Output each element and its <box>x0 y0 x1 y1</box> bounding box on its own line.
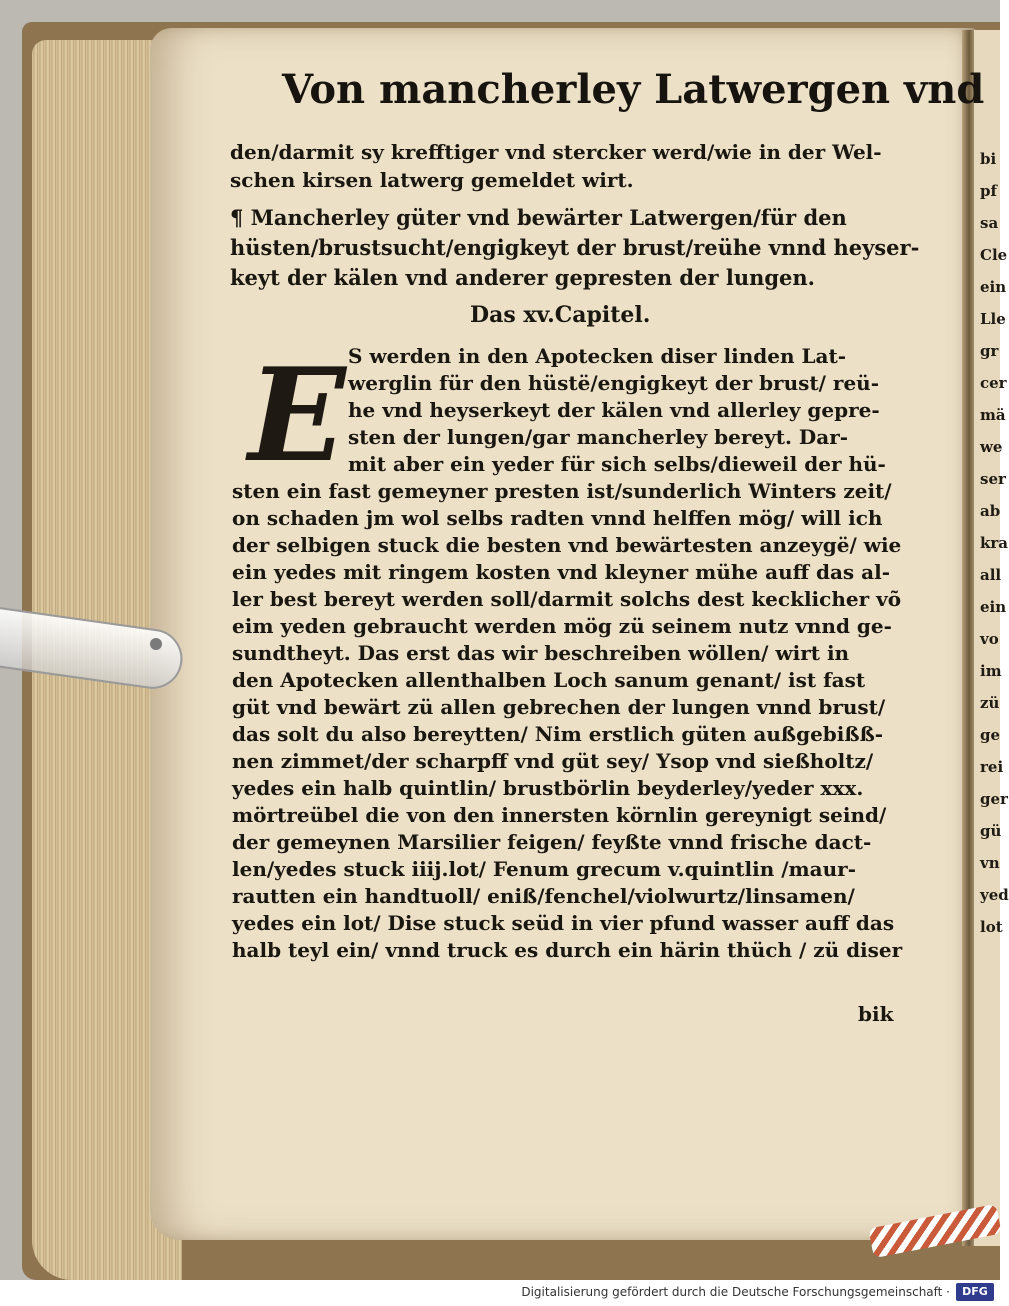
body-line: sundtheyt. Das erst das wir beschreiben wöllen/ wirt in <box>232 641 850 665</box>
body-line: der selbigen stuck die besten vnd bewärtesten anzeygë/ wie <box>232 533 902 557</box>
facing-page-fragment: we <box>980 438 1003 456</box>
body-line: on schaden jm wol selbs radten vnnd helffen mög/ will ich <box>232 506 883 530</box>
facing-page-fragment: sa <box>980 214 999 232</box>
body-line: S werden in den Apotecken diser linden Lat- <box>348 344 847 368</box>
body-line: sten ein fast gemeyner presten ist/sunderlich Winters zeit/ <box>232 479 892 503</box>
section-title-line: hüsten/brustsucht/engigkeyt der brust/reühe vnnd heyser- <box>230 235 920 260</box>
body-line: rautten ein handtuoll/ eniß/fenchel/violwurtz/linsamen/ <box>232 884 855 908</box>
intro-line: den/darmit sy krefftiger vnd stercker werd/wie in der Wel- <box>230 140 882 164</box>
facing-page-fragment: bi <box>980 150 997 168</box>
facing-page-fragment: ab <box>980 502 1001 520</box>
facing-page-fragment: kra <box>980 534 1009 552</box>
body-line: das solt du also bereytten/ Nim erstlich güten außgebißß- <box>232 722 884 746</box>
dfg-logo: DFG <box>956 1283 994 1301</box>
facing-page-fragment: ein <box>980 278 1007 296</box>
facing-page-fragment: vo <box>980 630 999 648</box>
footer-credit: Digitalisierung gefördert durch die Deutsche Forschungsgemeinschaft · <box>521 1285 950 1299</box>
facing-page-fragment: gr <box>980 342 999 360</box>
facing-page-fragment: ein <box>980 598 1007 616</box>
body-line: yedes ein lot/ Dise stuck seüd in vier pfund wasser auff das <box>232 911 895 935</box>
facing-page-fragment: Cle <box>980 246 1008 264</box>
body-line: mit aber ein yeder für sich selbs/dieweil der hü- <box>348 452 886 476</box>
body-line: werglin für den hüstë/engigkeyt der brust/ reü- <box>348 371 880 395</box>
body-line: halb teyl ein/ vnnd truck es durch ein härin thüch / zü diser <box>232 938 903 962</box>
body-line: ler best bereyt werden soll/darmit solchs dest kecklicher võ <box>232 587 902 611</box>
catchword: bik <box>858 1002 894 1026</box>
facing-page-fragment: gü <box>980 822 1002 840</box>
facing-page-fragment: Lle <box>980 310 1006 328</box>
section-title-line: keyt der kälen vnd anderer gepresten der lungen. <box>230 265 815 290</box>
body-line: len/yedes stuck iiij.lot/ Fenum grecum v.quintlin /maur- <box>232 857 857 881</box>
facing-page-fragment: rei <box>980 758 1004 776</box>
facing-page-fragment: ge <box>980 726 1001 744</box>
body-line: nen zimmet/der scharpff vnd güt sey/ Ysop vnd sießholtz/ <box>232 749 874 773</box>
page-heading: Von mancherley Latwergen vnd <box>282 66 985 113</box>
facing-page-fragment: cer <box>980 374 1007 392</box>
body-line: mörtreübel die von den innersten körnlin gereynigt seind/ <box>232 803 887 827</box>
body-line: sten der lungen/gar mancherley bereyt. Dar- <box>348 425 849 449</box>
facing-page-fragment: lot <box>980 918 1003 936</box>
body-line: eim yeden gebraucht werden mög zü seinem nutz vnnd ge- <box>232 614 892 638</box>
section-title-line: ¶ Mancherley güter vnd bewärter Latwergen/für den <box>230 205 847 230</box>
body-line: he vnd heyserkeyt der kälen vnd allerley gepre- <box>348 398 880 422</box>
facing-page-fragment: yed <box>980 886 1009 904</box>
body-line: den Apotecken allenthalben Loch sanum genant/ ist fast <box>232 668 866 692</box>
body-line: der gemeynen Marsilier feigen/ feyßte vnnd frische dact- <box>232 830 872 854</box>
facing-page-fragment: ser <box>980 470 1006 488</box>
facing-page-fragment: mä <box>980 406 1006 424</box>
footer-bar <box>0 1280 1000 1306</box>
facing-page-fragment: zü <box>980 694 1000 712</box>
facing-page-fragment: pf <box>980 182 997 200</box>
chapter-label: Das xv.Capitel. <box>470 302 651 328</box>
intro-line: schen kirsen latwerg gemeldet wirt. <box>230 168 634 192</box>
facing-page-fragment: vn <box>980 854 1000 872</box>
body-line: ein yedes mit ringem kosten vnd kleyner mühe auff das al- <box>232 560 891 584</box>
body-line: yedes ein halb quintlin/ brustbörlin beyderley/yeder xxx. <box>232 776 864 800</box>
facing-page-fragment: im <box>980 662 1002 680</box>
facing-page-fragment: all <box>980 566 1002 584</box>
body-line: güt vnd bewärt zü allen gebrechen der lungen vnnd brust/ <box>232 695 886 719</box>
decorated-initial: E <box>248 341 346 491</box>
facing-page-fragment: ger <box>980 790 1008 808</box>
